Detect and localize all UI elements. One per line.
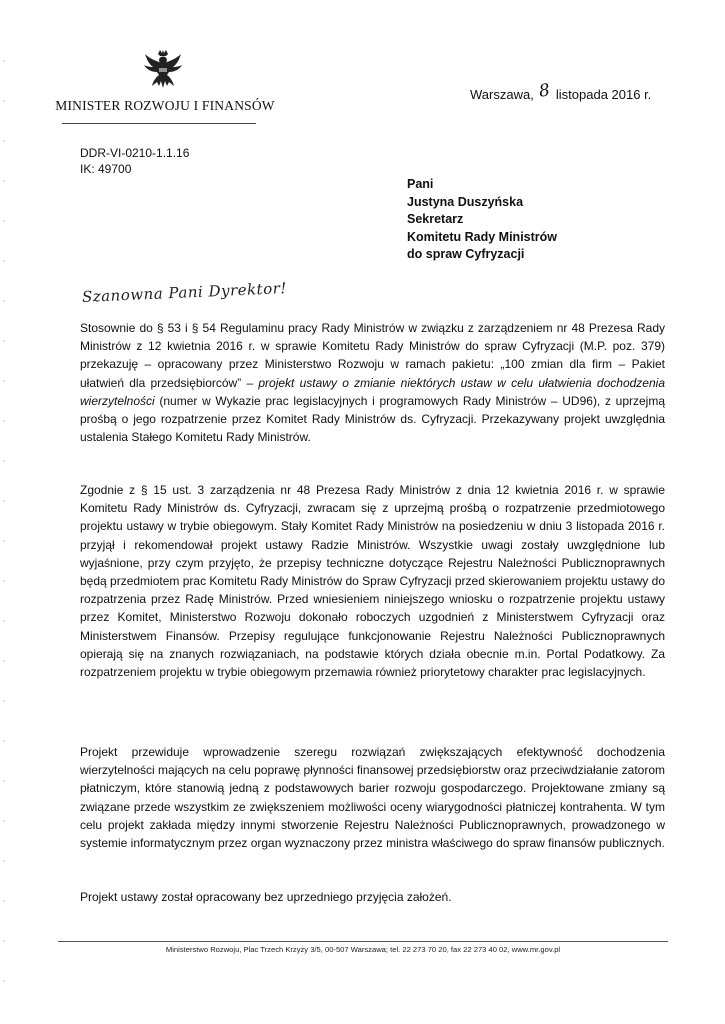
reference-ik: IK: 49700: [80, 162, 132, 176]
addressee-line: Komitetu Rady Ministrów: [407, 229, 558, 244]
footer-divider: [58, 941, 668, 942]
handwritten-salutation: Szanowna Pani Dyrektor!: [81, 279, 288, 306]
reference-number: DDR-VI-0210-1.1.16: [80, 146, 190, 160]
eagle-emblem-icon: [143, 48, 183, 92]
paragraph-italic-text: projekt ustawy o zmianie niektórych ustaw w celu ułatwienia dochodzenia wierzytelności: [80, 375, 665, 408]
addressee-line: Pani: [407, 177, 434, 191]
body-paragraph-1: [80, 319, 665, 446]
addressee-name: Justyna Duszyńska: [407, 194, 524, 209]
date-suffix: listopada 2016 r.: [555, 87, 652, 102]
paragraph-text: Stosownie do § 53 i § 54 Regulaminu pracy Rady Ministrów w związku z zarządzeniem nr 48 Prezesa Rady Ministrów z 12 kwietnia 2016 r. w sprawie Komitetu Rady Ministrów do spraw Cyfryzacji (M.P. poz. 379) przekazuję – opracowany przez Ministerstwo Rozwoju w ramach pakietu: „100 zmian dla firm – Pakiet ułatwień dla przedsiębiorców” –: [80, 321, 665, 390]
letter-date: [470, 80, 652, 104]
title-divider: [62, 123, 256, 124]
date-day-handwritten: 8: [538, 80, 552, 102]
body-paragraph-4: Projekt ustawy został opracowany bez uprzedniego przyjęcia założeń.: [80, 890, 452, 904]
addressee-line: Sekretarz: [407, 212, 464, 226]
ministry-title: MINISTER ROZWOJU I FINANSÓW: [55, 98, 275, 113]
body-paragraph-2: Zgodnie z § 15 ust. 3 zarządzenia nr 48 Prezesa Rady Ministrów z dnia 12 kwietnia 2016 r. w sprawie Komitetu Rady Ministrów ds. Cyfryzacji, zwracam się z uprzejmą prośbą o rozpatrzenie przedmiotowego projektu ustawy w trybie obiegowym. Stały Komitet Rady Ministrów na posiedzeniu w dniu 3 listopada 2016 r. przyjął i rekomendował projekt ustawy Radzie Ministrów. Wszystkie uwagi zostały uwzględnione lub wyjaśnione, przy czym przyjęto, że przepisy techniczne dotyczące Rejestru Należności Publicznoprawnych będą przedmiotem prac Komitetu Rady Ministrów do Spraw Cyfryzacji przed skierowaniem projektu ustawy do rozpatrzenia przez Radę Ministrów. Przed wniesieniem niniejszego wniosku o rozpatrzenie projektu ustawy przez Komitet, Ministerstwo Rozwoju dokonało roboczych uzgodnień z Ministerstwem Cyfryzacji oraz Ministerstwem Finansów. Przepisy regulujące funkcjonowanie Rejestru Należności Publicznoprawnych opierają się na znanych rozwiązaniach, na podstawie których działa obecnie m.in. Portal Podatkowy. Za rozpatrzeniem projektu w trybie obiegowym przemawia również priorytetowy charakter prac legislacyjnych.: [80, 483, 665, 680]
body-paragraph-3: Projekt przewiduje wprowadzenie szeregu rozwiązań zwiększających efektywność dochodzenia wierzytelności mających na celu poprawę płynności finansowej przedsiębiorstw oraz przeciwdziałanie zatorom płatniczym, które stanowią jedną z podstawowych barier rozwoju gospodarczego. Projektowane zmiany są związane przede wszystkim ze zwiększeniem możliwości oceny wiarygodności płatniczej kontrahenta. W tym celu projekt zakłada między innymi stworzenie Rejestru Należności Publicznoprawnych, prowadzonego w systemie informatycznym przez organ wyznaczony przez ministra właściwego do spraw finansów publicznych.: [80, 745, 665, 851]
paragraph-text: (numer w Wykazie prac legislacyjnych i programowych Rady Ministrów – UD96), z uprzejmą prośbą o jego rozpatrzenie przez Komitet Rady Ministrów ds. Cyfryzacji. Przekazywany projekt uwzględnia ustalenia Stałego Komitetu Rady Ministrów.: [80, 393, 665, 445]
footer-contact: Ministerstwo Rozwoju, Plac Trzech Krzyży 3/5, 00-507 Warszawa; tel. 22 273 70 20, fax 22 273 40 02, www.mr.gov.pl: [165, 945, 561, 954]
date-prefix: Warszawa,: [470, 87, 534, 102]
scan-margin-marks: [3, 60, 5, 990]
addressee-line: do spraw Cyfryzacji: [407, 247, 525, 261]
addressee-block: [407, 176, 557, 264]
